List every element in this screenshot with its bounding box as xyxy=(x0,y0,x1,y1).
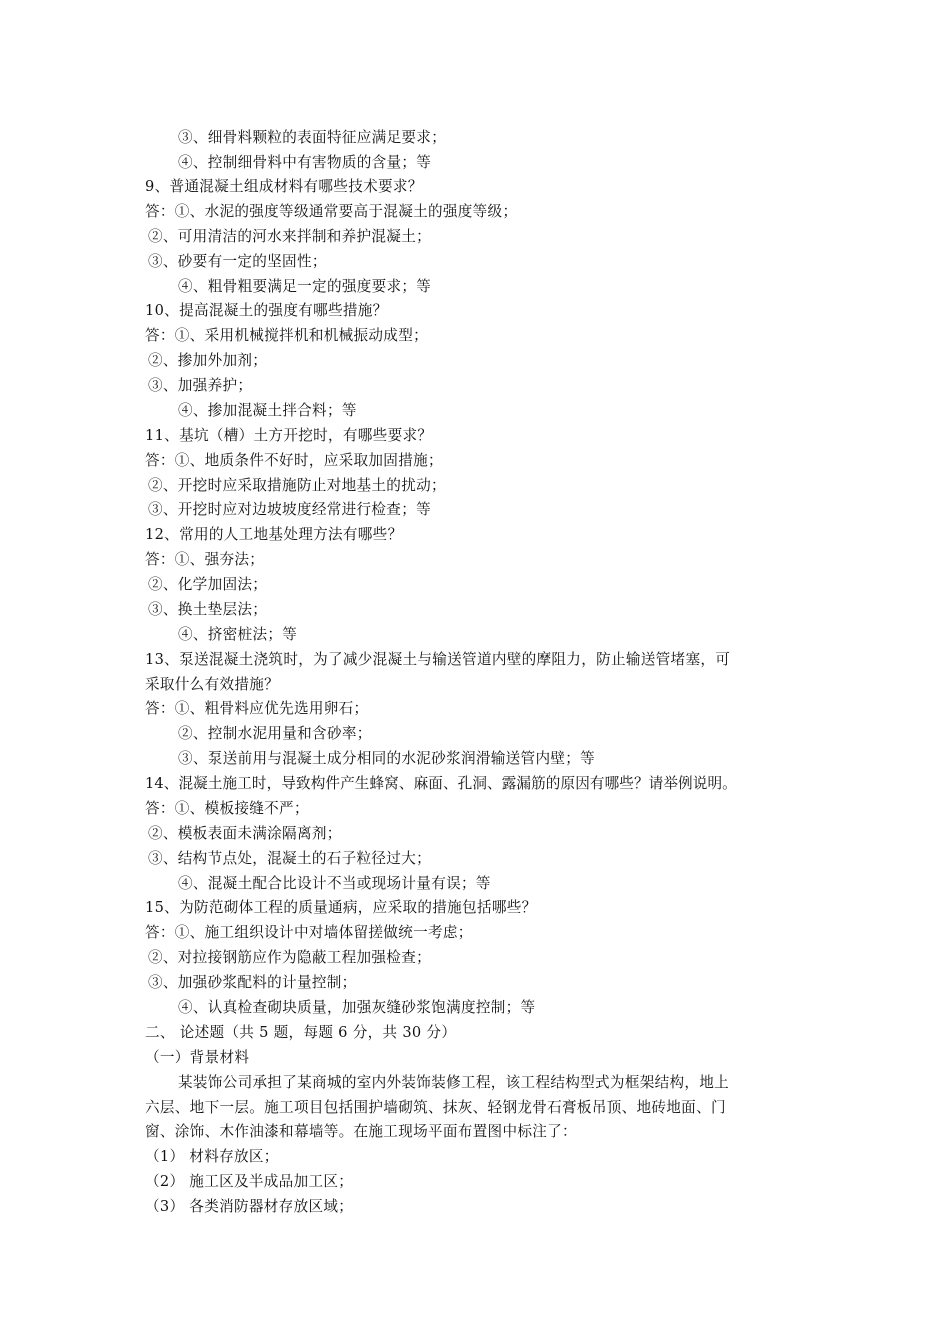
question-heading: 10、提高混凝土的强度有哪些措施？ xyxy=(145,302,388,319)
text-line: ②、对拉接钢筋应作为隐蔽工程加强检查； xyxy=(148,949,431,966)
text-line: ④、认真检查砌块质量，加强灰缝砂浆饱满度控制；等 xyxy=(178,999,536,1016)
text-line: ③、细骨料颗粒的表面特征应满足要求； xyxy=(178,129,447,146)
section-heading: 二、 论述题（共 5 题，每题 6 分，共 30 分） xyxy=(145,1024,457,1041)
text-line: ③、换土垫层法； xyxy=(148,601,268,618)
question-heading: 9、普通混凝土组成材料有哪些技术要求？ xyxy=(145,178,423,195)
question-heading: 12、常用的人工地基处理方法有哪些？ xyxy=(145,526,403,543)
text-line: ④、挤密桩法；等 xyxy=(178,626,298,643)
list-item: （2） 施工区及半成品加工区； xyxy=(145,1173,354,1190)
answer-line: 答：①、采用机械搅拌机和机械振动成型； xyxy=(145,327,428,344)
text-line: ③、加强砂浆配料的计量控制； xyxy=(148,974,357,991)
answer-line: 答：①、粗骨料应优先选用卵石； xyxy=(145,700,369,717)
text-line: ②、掺加外加剂； xyxy=(148,352,268,369)
list-item: （3） 各类消防器材存放区域； xyxy=(145,1198,354,1215)
text-line: ②、模板表面未满涂隔离剂； xyxy=(148,825,342,842)
answer-line: 答：①、施工组织设计中对墙体留搓做统一考虑； xyxy=(145,924,473,941)
text-line: ③、加强养护； xyxy=(148,377,253,394)
paragraph-line: 六层、地下一层。施工项目包括围护墙砌筑、抹灰、轻钢龙骨石膏板吊顶、地砖地面、门 xyxy=(145,1099,726,1116)
question-heading: 15、为防范砌体工程的质量通病，应采取的措施包括哪些？ xyxy=(145,899,537,916)
question-heading: 11、基坑（槽）土方开挖时，有哪些要求？ xyxy=(145,427,433,444)
text-line: ③、开挖时应对边坡坡度经常进行检查；等 xyxy=(148,501,431,518)
answer-line: 答：①、模板接缝不严； xyxy=(145,800,309,817)
text-line: ④、控制细骨料中有害物质的含量；等 xyxy=(178,154,432,171)
question-heading: 13、泵送混凝土浇筑时，为了减少混凝土与输送管道内壁的摩阻力，防止输送管堵塞，可 xyxy=(145,651,731,668)
text-line: ②、控制水泥用量和含砂率； xyxy=(178,725,372,742)
text-line: ②、开挖时应采取措施防止对地基土的扰动； xyxy=(148,477,446,494)
text-line: ④、掺加混凝土拌合料；等 xyxy=(178,402,357,419)
question-heading: 14、混凝土施工时，导致构件产生蜂窝、麻面、孔洞、露漏筋的原因有哪些？请举例说明。 xyxy=(145,775,737,792)
answer-line: 答：①、强夯法； xyxy=(145,551,265,568)
text-line: ③、泵送前用与混凝土成分相同的水泥砂浆润滑输送管内壁；等 xyxy=(178,750,596,767)
subsection-heading: （一）背景材料 xyxy=(145,1049,250,1066)
answer-line: 答：①、地质条件不好时，应采取加固措施； xyxy=(145,452,443,469)
answer-line: 答：①、水泥的强度等级通常要高于混凝土的强度等级； xyxy=(145,203,518,220)
list-item: （1） 材料存放区； xyxy=(145,1148,279,1165)
question-heading-continued: 采取什么有效措施？ xyxy=(145,676,280,693)
paragraph-line: 窗、涂饰、木作油漆和幕墙等。在施工现场平面布置图中标注了： xyxy=(145,1123,577,1140)
text-line: ④、混凝土配合比设计不当或现场计量有误；等 xyxy=(178,875,491,892)
paragraph-line: 某装饰公司承担了某商城的室内外装饰装修工程，该工程结构型式为框架结构，地上 xyxy=(178,1074,730,1091)
text-line: ②、可用清洁的河水来拌制和养护混凝土； xyxy=(148,228,431,245)
text-line: ④、粗骨粗要满足一定的强度要求；等 xyxy=(178,278,432,295)
text-line: ③、砂要有一定的坚固性； xyxy=(148,253,327,270)
text-line: ③、结构节点处，混凝土的石子粒径过大； xyxy=(148,850,431,867)
text-line: ②、化学加固法； xyxy=(148,576,268,593)
